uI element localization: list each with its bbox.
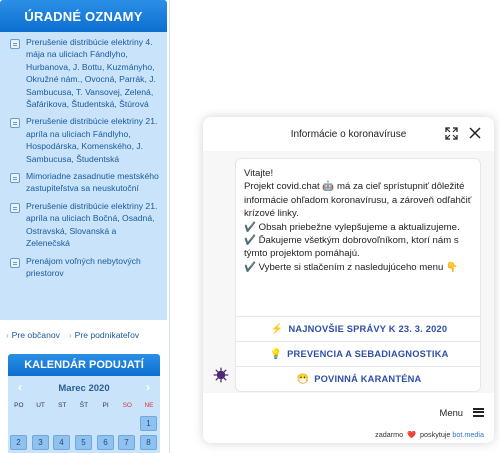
- weekday-label: NE: [144, 402, 154, 409]
- notice-item[interactable]: [10, 255, 161, 280]
- calendar-day[interactable]: 1: [140, 416, 157, 431]
- weekday-label: ST: [58, 402, 67, 409]
- chat-messages: [203, 151, 494, 393]
- weekday-label: SO: [122, 402, 132, 409]
- bot-message-text: [236, 159, 480, 274]
- calendar-month-label: Marec 2020: [58, 382, 110, 394]
- notice-item[interactable]: [10, 170, 161, 195]
- notice-link[interactable]: Prerušenie distribúcie elektriny 4. mája na uliciach Fándlyho, Hurbanova, J. Bottu, Kuzmányho, Okružné nám., Ovocná, Parrák, J. Sambucusa, T. Vansovej, Zelená, Šafárikova, Študentská, Štúrová: [26, 37, 156, 110]
- notice-link[interactable]: Prenájom voľných nebytových priestorov: [26, 255, 141, 278]
- calendar-day[interactable]: 7: [118, 435, 135, 450]
- message-line: ✔️ Obsah priebežne vylepšujeme a aktualizujeme.: [244, 221, 460, 233]
- chat-footer: [203, 393, 494, 443]
- quick-reply-label: POVINNÁ KARANTÉNA: [314, 374, 422, 384]
- notice-item[interactable]: [10, 115, 161, 165]
- link-for-citizens[interactable]: Pre občanov: [11, 330, 60, 340]
- weekday-label: UT: [36, 402, 45, 409]
- lightbulb-icon: 💡: [269, 348, 283, 360]
- document-icon: [10, 203, 20, 213]
- mask-face-icon: 😷: [296, 373, 310, 385]
- weekday-label: PI: [102, 402, 109, 409]
- chat-header: [203, 117, 494, 151]
- weekday-label: PO: [14, 402, 24, 409]
- calendar-prev-button[interactable]: ‹: [18, 380, 22, 394]
- calendar-nav: [8, 380, 160, 396]
- calendar-day[interactable]: 4: [53, 435, 70, 450]
- chat-widget: [203, 117, 494, 443]
- calendar-day[interactable]: 6: [97, 435, 114, 450]
- notice-link[interactable]: Prerušenie distribúcie elektriny 21. apríla na uliciach Fándlyho, Hospodárska, Komenského, J. Sambucusa, Študentská: [26, 116, 158, 164]
- message-line: Vitajte!: [244, 168, 274, 179]
- weekday-label: ŠT: [79, 402, 89, 409]
- heart-icon: ❤️: [407, 430, 417, 439]
- link-for-businesses[interactable]: Pre podnikateľov: [74, 330, 140, 340]
- calendar-day[interactable]: 2: [10, 435, 27, 450]
- notice-link[interactable]: Mimoriadne zasadnutie mestského zastupiteľstva sa neuskutoční: [26, 171, 159, 194]
- chevron-right-icon: ›: [68, 330, 72, 340]
- notices-header: ÚRADNÉ OZNAMY: [0, 0, 167, 32]
- message-line: ✔️ Vyberte si stlačením z nasledujúceho menu 👇: [244, 261, 458, 273]
- close-icon[interactable]: [468, 126, 482, 140]
- bot-media-link[interactable]: bot.media: [452, 430, 484, 439]
- menu-button[interactable]: [440, 405, 484, 419]
- notice-link[interactable]: Prerušenie distribúcie elektriny 21. apríla na uliciach Bočná, Osadná, Ostravská, Slovanská a Zelenečská: [26, 200, 158, 249]
- quick-reply-label: NAJNOVŠIE SPRÁVY K 23. 3. 2020: [288, 324, 448, 334]
- powered-prefix: zadarmo: [375, 430, 404, 439]
- calendar-weekday-headers: [8, 402, 160, 414]
- document-icon: [10, 173, 20, 183]
- document-icon: [10, 118, 20, 128]
- powered-mid: poskytuje: [420, 430, 451, 439]
- notice-item[interactable]: [10, 36, 161, 110]
- bot-message-bubble: [235, 158, 481, 392]
- document-icon: [10, 39, 20, 49]
- calendar-day[interactable]: 8: [140, 435, 157, 450]
- menu-label: Menu: [439, 406, 463, 418]
- powered-by: [375, 430, 484, 439]
- audience-links: [0, 325, 167, 345]
- calendar-day[interactable]: 3: [32, 435, 49, 450]
- quick-reply-latest-news[interactable]: [236, 316, 481, 341]
- virus-avatar-icon: [213, 367, 229, 383]
- sidebar: [0, 0, 170, 453]
- chat-title: Informácie o koronavíruse: [290, 128, 407, 140]
- chevron-right-icon: ›: [6, 330, 9, 340]
- calendar: [8, 376, 160, 453]
- hamburger-menu-icon: [473, 408, 484, 417]
- lightning-icon: ⚡: [270, 323, 284, 335]
- notice-item[interactable]: [10, 200, 161, 250]
- quick-reply-label: PREVENCIA A SEBADIAGNOSTIKA: [287, 349, 449, 359]
- message-line: Projekt covid.chat 🤖 má za cieľ sprístupniť dôležité informácie ohľadom koronavírusu, a zároveň odľahčiť krízové linky.: [244, 181, 472, 220]
- message-line: ✔️ Ďakujeme všetkým dobrovoľníkom, ktorí nám s týmto projektom pomáhajú.: [244, 235, 459, 260]
- calendar-day[interactable]: 5: [75, 435, 92, 450]
- quick-reply-quarantine[interactable]: [236, 366, 481, 391]
- notices-list: [0, 32, 167, 320]
- document-icon: [10, 258, 20, 268]
- quick-reply-prevention[interactable]: [236, 341, 481, 366]
- calendar-header: KALENDÁR PODUJATÍ: [8, 354, 160, 376]
- expand-icon[interactable]: [445, 127, 458, 140]
- calendar-next-button[interactable]: ›: [146, 380, 150, 394]
